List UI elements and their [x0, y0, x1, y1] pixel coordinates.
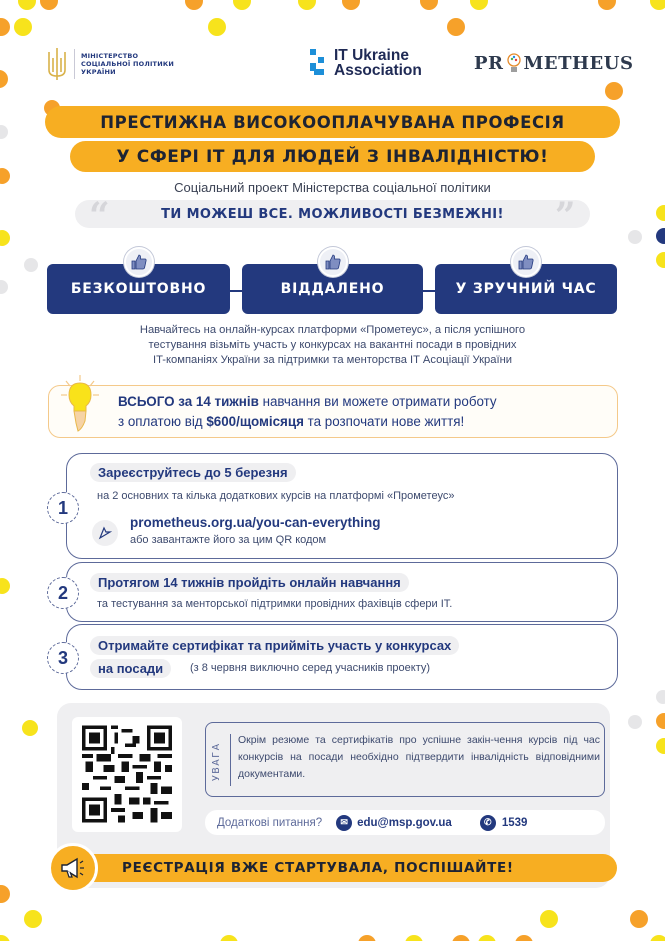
registration-link[interactable]: prometheus.org.ua/you-can-everything — [130, 515, 381, 530]
email-icon: ✉ — [336, 815, 352, 831]
open-quote-icon: “ — [89, 195, 111, 237]
step-3-title: Отримайте сертифікат та прийміть участь у конкурсах — [90, 636, 459, 655]
step-number-2: 2 — [47, 577, 79, 609]
qr-code[interactable] — [72, 717, 182, 832]
step-2-title: Протягом 14 тижнів пройдіть онлайн навчання — [90, 573, 409, 592]
step-3-title-cont: на посади — [90, 659, 171, 678]
step-number-3: 3 — [47, 642, 79, 674]
motto-text: ТИ МОЖЕШ ВСЕ. МОЖЛИВОСТІ БЕЗМЕЖНІ! — [161, 206, 504, 222]
trident-icon — [46, 46, 68, 82]
phone-icon: ✆ — [480, 815, 496, 831]
step-2-desc: та тестування за менторської підтримки провідних фахівців сфери ІТ. — [97, 598, 453, 610]
thumbs-up-icon — [511, 247, 541, 277]
phone-contact[interactable]: ✆ 1539 — [480, 815, 528, 831]
title-line-2: У СФЕРІ ІТ ДЛЯ ЛЮДЕЙ З ІНВАЛІДНІСТЮ! — [70, 141, 595, 172]
lightbulb-icon — [60, 373, 100, 435]
step-3-card — [66, 624, 618, 690]
feature-free: БЕЗКОШТОВНО — [47, 264, 230, 314]
it-ukraine-logo — [308, 48, 422, 78]
step-2-card — [66, 562, 618, 622]
step-1-title: Зареєструйтесь до 5 березня — [90, 463, 296, 482]
it-ukraine-line1: IT Ukraine — [334, 47, 409, 64]
motto-banner — [75, 195, 590, 237]
step-number-1: 1 — [47, 492, 79, 524]
megaphone-icon — [48, 843, 98, 893]
highlight-text: ВСЬОГО за 14 тижнів навчання ви можете отримати роботу з оплатою від $600/щомісяця та розпочати нове життя! — [118, 394, 497, 429]
subtitle: Соціальний проект Міністерства соціальної політики — [174, 180, 491, 195]
registration-cta-banner: РЕЄСТРАЦІЯ ВЖЕ СТАРТУВАЛА, ПОСПІШАЙТЕ! — [72, 854, 617, 882]
feature-remote: ВІДДАЛЕНО — [242, 264, 423, 314]
logo-divider — [74, 49, 75, 79]
lightbulb-icon — [506, 52, 522, 74]
notice-label: УВАГА — [211, 742, 222, 782]
step-1-desc: на 2 основних та кілька додаткових курсів на платформі «Прометеус» — [97, 490, 455, 502]
it-ukraine-mark-icon — [308, 49, 326, 77]
prometheus-logo: PR METHEUS — [474, 52, 634, 74]
title-line-1: ПРЕСТИЖНА ВИСОКООПЛАЧУВАНА ПРОФЕСІЯ — [45, 106, 620, 138]
step-3-desc: (з 8 червня виключно серед учасників проекту) — [190, 662, 431, 674]
link-note: або завантажте його за цим QR кодом — [130, 534, 327, 546]
close-quote-icon: ” — [554, 195, 576, 237]
it-ukraine-line2: Association — [334, 62, 422, 79]
notice-text: Окрім резюме та сертифікатів про успішне закін-чення курсів під час конкурсів на посади необхідно підтвердити інвалідність відповідними документами. — [238, 734, 600, 780]
notice-divider — [230, 734, 231, 786]
thumbs-up-icon — [318, 247, 348, 277]
feature-flexible-time: У ЗРУЧНИЙ ЧАС — [435, 264, 617, 314]
contacts-question: Додаткові питання? — [217, 816, 323, 829]
thumbs-up-icon — [124, 247, 154, 277]
intro-text: Навчайтесь на онлайн-курсах платформи «Прометеус», а після успішного тестування візьміть участь у конкурсах на вакантні посади в провідних IT-компаніях України за підтримки та менторства IT Асоціації України — [139, 324, 526, 366]
cursor-pointer-icon — [92, 520, 118, 546]
contacts-bar — [205, 810, 605, 835]
ministry-name: МІНІСТЕРСТВО СОЦІАЛЬНОЇ ПОЛІТИКИ УКРАЇНИ — [81, 52, 174, 76]
email-contact[interactable]: ✉ edu@msp.gov.ua — [336, 815, 452, 831]
ministry-logo — [46, 46, 174, 82]
